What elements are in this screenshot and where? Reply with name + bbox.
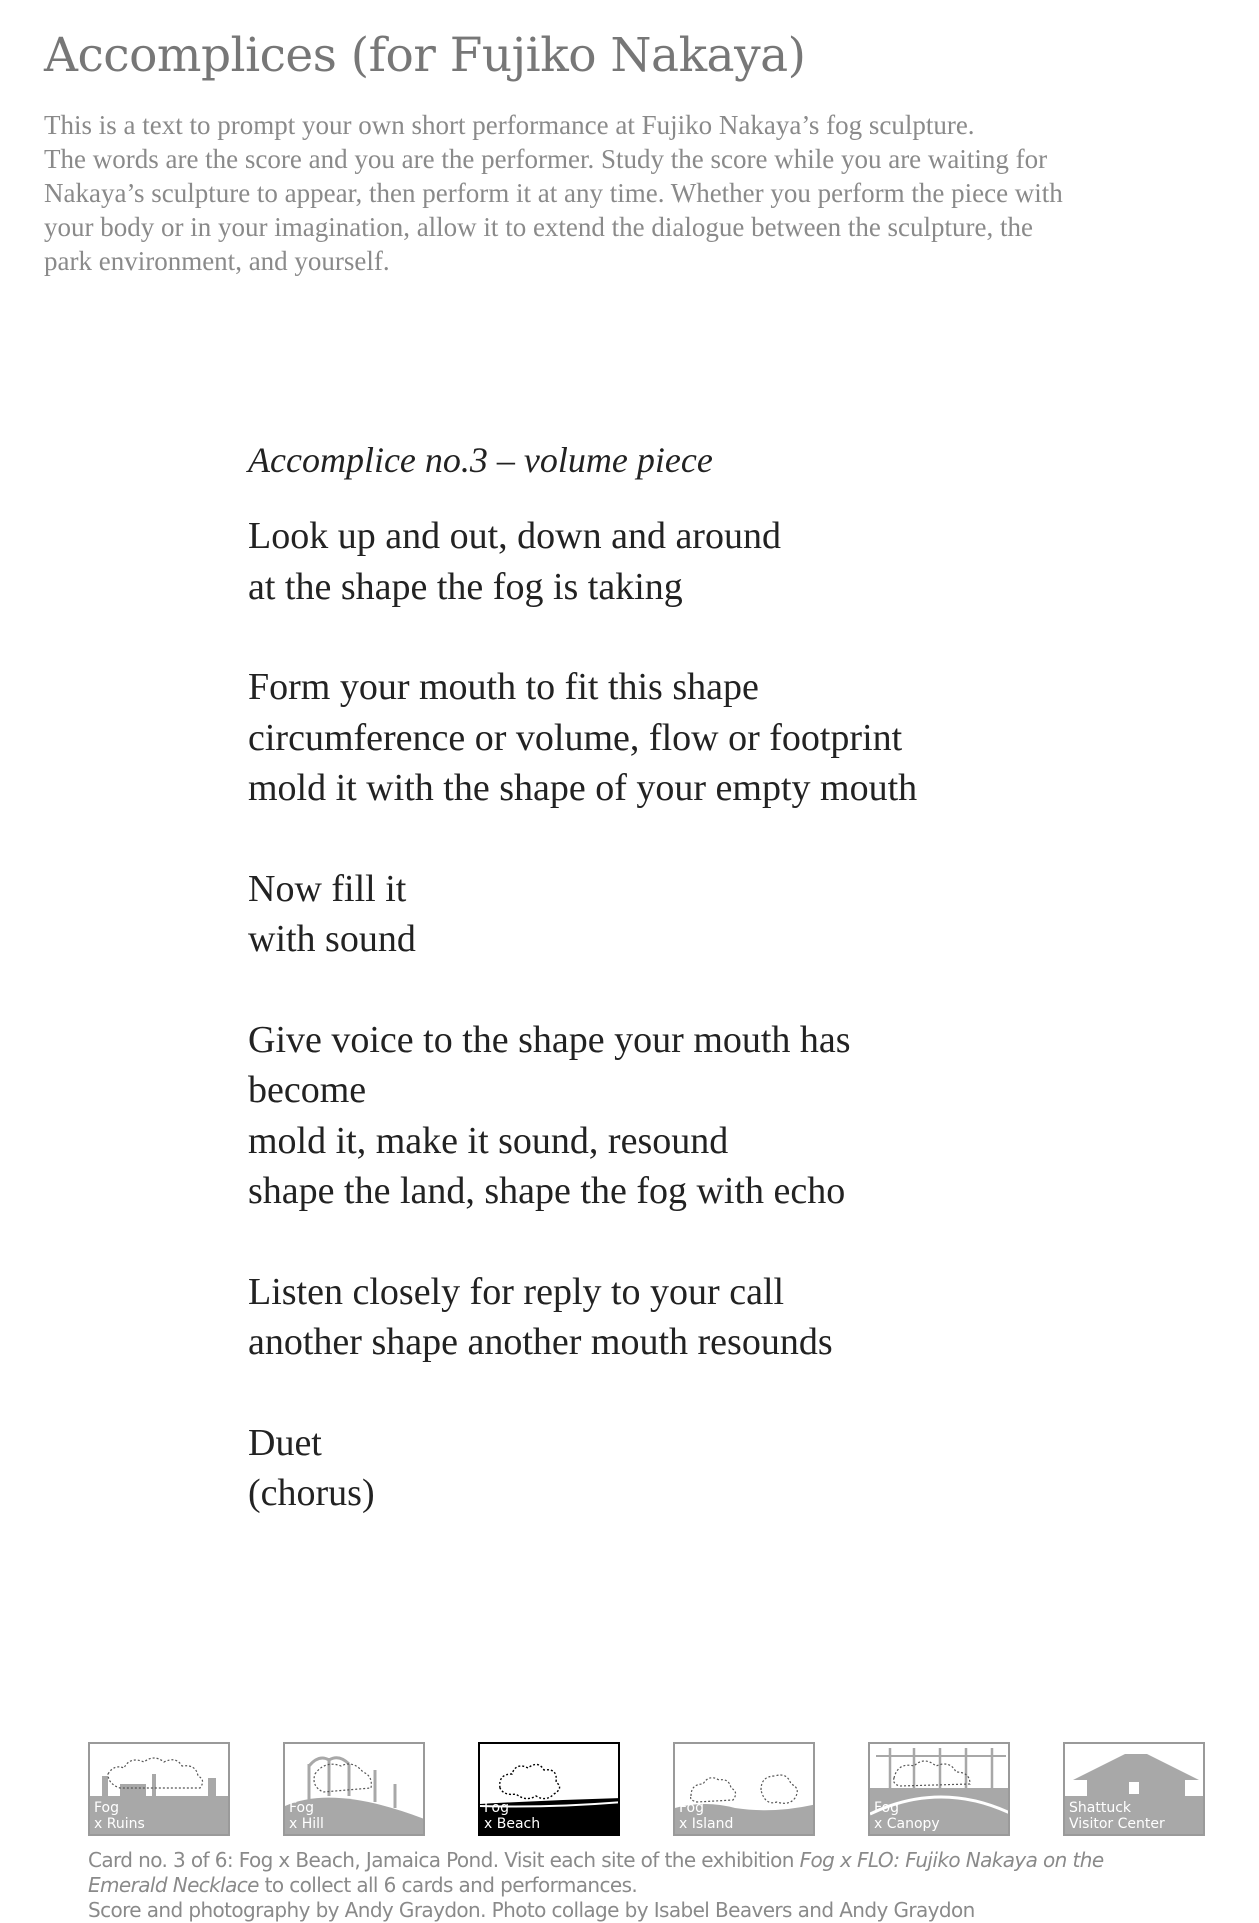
site-card-island xyxy=(673,1742,815,1836)
poem-stanza xyxy=(248,662,917,814)
site-card-canopy xyxy=(868,1742,1010,1836)
poem-stanza xyxy=(248,1418,917,1519)
intro-line: The words are the score and you are the performer. Study the score while you are waiting for xyxy=(44,144,1048,174)
poem xyxy=(248,433,917,1569)
site-card-label: x Island xyxy=(679,1816,734,1832)
site-card-beach xyxy=(478,1742,620,1836)
poem-stanza xyxy=(248,864,917,965)
poem-line: mold it with the shape of your empty mouth xyxy=(248,767,918,809)
poem-stanza xyxy=(248,511,917,612)
poem-line: mold it, make it sound, resound xyxy=(248,1119,729,1162)
footer-card-info: Card no. 3 of 6: Fog x Beach, Jamaica Pond. Visit each site of the exhibition xyxy=(88,1848,800,1872)
poem-stanza xyxy=(248,1015,917,1217)
site-card-ruins xyxy=(88,1742,230,1836)
poem-line: circumference or volume, flow or footprint xyxy=(248,716,903,759)
exhibition-title-cont: Emerald Necklace xyxy=(88,1873,259,1897)
site-card-label: x Canopy xyxy=(874,1816,940,1832)
intro-paragraph xyxy=(44,108,1244,278)
page-title: Accomplices (for Fujiko Nakaya) xyxy=(44,28,806,83)
poem-line: Now fill it xyxy=(248,867,407,910)
footer-line-1 xyxy=(88,1848,1248,1873)
poem-line: another shape another mouth resounds xyxy=(248,1321,833,1363)
poem-stanza xyxy=(248,1267,917,1368)
poem-line: Form your mouth to fit this shape xyxy=(248,666,759,708)
intro-line: park environment, and yourself. xyxy=(44,246,390,276)
site-card-label: Visitor Center xyxy=(1069,1816,1165,1832)
site-card-label: Fog xyxy=(679,1800,705,1816)
footer-line-2 xyxy=(88,1873,1248,1898)
site-card-label: Fog xyxy=(874,1800,900,1816)
intro-line: This is a text to prompt your own short performance at Fujiko Nakaya’s fog sculpture. xyxy=(44,110,975,140)
poem-title: Accomplice no.3 – volume piece xyxy=(248,440,713,480)
poem-line: Duet xyxy=(248,1421,322,1464)
site-card-label: Shattuck xyxy=(1069,1800,1131,1816)
poem-line: at the shape the fog is taking xyxy=(248,565,683,608)
footer-credits xyxy=(88,1848,1248,1923)
poem-body xyxy=(248,511,917,1519)
intro-line: Nakaya’s sculpture to appear, then perform it at any time. Whether you perform the piece with xyxy=(44,178,1063,208)
poem-line: Look up and out, down and around xyxy=(248,515,781,557)
poem-line: shape the land, shape the fog with echo xyxy=(248,1170,846,1212)
site-card-label: x Hill xyxy=(289,1816,324,1832)
site-card-label: x Ruins xyxy=(94,1816,145,1832)
site-card-visitor-center xyxy=(1063,1742,1205,1836)
poem-line: Listen closely for reply to your call xyxy=(248,1270,785,1313)
footer-credits-line: Score and photography by Andy Graydon. Photo collage by Isabel Beavers and Andy Graydon xyxy=(88,1898,975,1922)
poem-line: (chorus) xyxy=(248,1472,375,1514)
intro-line: your body or in your imagination, allow it to extend the dialogue between the sculpture, the xyxy=(44,212,1034,242)
site-card-label: Fog xyxy=(94,1800,120,1816)
site-card-hill xyxy=(283,1742,425,1836)
poem-line: become xyxy=(248,1069,367,1111)
poem-line: Give voice to the shape your mouth has xyxy=(248,1018,851,1061)
site-card-label: Fog xyxy=(484,1800,510,1816)
footer-collect-note: to collect all 6 cards and performances. xyxy=(258,1873,638,1897)
site-card-label: Fog xyxy=(289,1800,315,1816)
site-cards xyxy=(88,1742,1208,1838)
poem-line: with sound xyxy=(248,918,416,960)
exhibition-title: Fog x FLO: Fujiko Nakaya on the xyxy=(799,1848,1104,1872)
site-card-label: x Beach xyxy=(484,1816,541,1832)
